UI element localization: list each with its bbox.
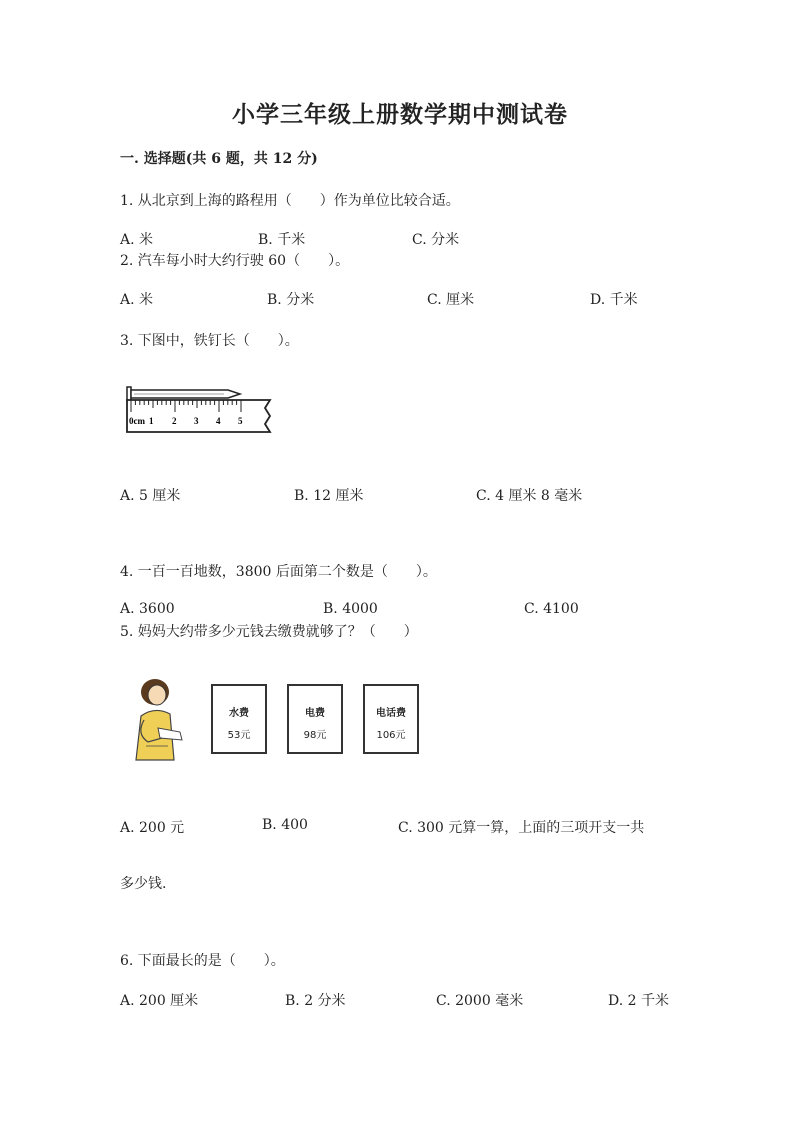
question-5-continuation: 多少钱.: [120, 876, 167, 892]
question-6-option-a: A. 200 厘米: [120, 993, 199, 1009]
ruler-label-4: 4: [216, 416, 221, 426]
mother-illustration-icon: [128, 676, 190, 762]
question-5-option-a: A. 200 元: [120, 820, 185, 836]
bill-card-electricity: [287, 684, 343, 754]
question-2-option-a: A. 米: [120, 292, 154, 308]
question-5-stem: 5. 妈妈大约带多少元钱去缴费就够了？（ ）: [120, 624, 418, 640]
bill-amount: 98元: [303, 730, 327, 741]
bill-name: 水费: [229, 708, 249, 719]
bill-name: 电话费: [376, 708, 406, 719]
question-5-option-c: C. 300 元算一算，上面的三项开支一共: [398, 820, 645, 836]
question-3-option-c: C. 4 厘米 8 毫米: [476, 488, 583, 504]
ruler-label-2: 2: [172, 416, 177, 426]
question-4-option-a: A. 3600: [120, 601, 175, 617]
question-6-stem: 6. 下面最长的是（ ）。: [120, 953, 285, 969]
bill-card-water: [211, 684, 267, 754]
bill-card-phone: [363, 684, 419, 754]
ruler-label-5: 5: [238, 416, 243, 426]
bill-name: 电费: [305, 708, 325, 719]
question-1-option-c: C. 分米: [412, 232, 460, 248]
question-3-stem: 3. 下图中，铁钉长（ ）。: [120, 333, 299, 349]
page-title: 小学三年级上册数学期中测试卷: [232, 101, 568, 128]
ruler-label-1: 1: [149, 416, 154, 426]
question-1-option-a: A. 米: [120, 232, 154, 248]
question-2-stem: 2. 汽车每小时大约行驶 60（ ）。: [120, 253, 350, 269]
section-heading: 一. 选择题(共 6 题，共 12 分): [120, 151, 318, 167]
question-6-option-c: C. 2000 毫米: [436, 993, 524, 1009]
question-4-stem: 4. 一百一百地数，3800 后面第二个数是（ ）。: [120, 564, 437, 580]
question-3-option-a: A. 5 厘米: [120, 488, 181, 504]
question-3-option-b: B. 12 厘米: [294, 488, 364, 504]
question-2-option-c: C. 厘米: [427, 292, 475, 308]
question-1-stem: 1. 从北京到上海的路程用（ ）作为单位比较合适。: [120, 193, 460, 209]
bill-amount: 53元: [227, 730, 251, 741]
question-6-option-d: D. 2 千米: [608, 993, 669, 1009]
question-4-option-b: B. 4000: [323, 601, 378, 617]
ruler-label-3: 3: [194, 416, 199, 426]
question-2-option-d: D. 千米: [590, 292, 638, 308]
question-4-option-c: C. 4100: [524, 601, 579, 617]
bill-amount: 106元: [376, 730, 406, 741]
question-6-option-b: B. 2 分米: [285, 993, 346, 1009]
ruler-label-0: 0cm: [129, 416, 145, 426]
question-1-option-b: B. 千米: [258, 232, 306, 248]
question-5-option-b: B. 400: [262, 817, 308, 833]
question-2-option-b: B. 分米: [267, 292, 315, 308]
nail-icon: [127, 387, 240, 401]
ruler-nail-figure: [124, 382, 276, 440]
ruler-icon: [127, 400, 270, 432]
